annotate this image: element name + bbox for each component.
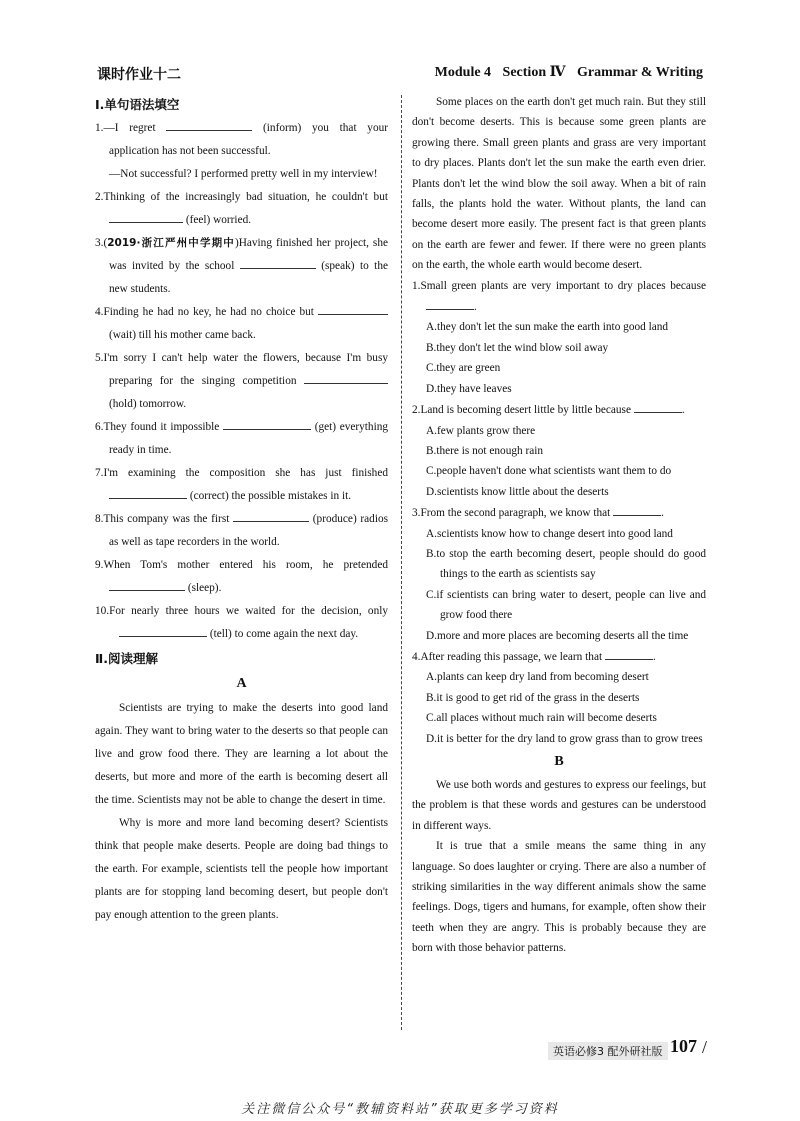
passage-b-title: B	[554, 754, 564, 769]
passage-a-paragraph-2: Why is more and more land becoming desert? Scientists think that people make deserts. People are doing bad things to the earth. For example, scientists tell the people how important plants are for stopping land becoming desert, but people don't pay enough attention to the green plants.	[95, 817, 388, 921]
q4-option-a[interactable]: A.plants can keep dry land from becoming desert	[426, 671, 649, 684]
reading-blank-2[interactable]	[634, 399, 682, 413]
passage-b-paragraph-2: It is true that a smile means the same thing in any language. So does laughter or crying. There are also a number of striking similarities in the way different animals show the same feelings. Dogs, tigers and humans, for example, often show their teeth when they are angry. This is probably because they are born with those behavior patterns.	[412, 840, 706, 955]
header-topic: Grammar & Writing	[577, 65, 703, 80]
q1-option-b[interactable]: B.they don't let the wind blow soil away	[426, 341, 609, 354]
q4-option-d[interactable]: D.it is better for the dry land to grow grass than to grow trees	[426, 732, 703, 745]
question-8: 8.This company was the first (produce) radios as well as tape recorders in the world.	[95, 508, 388, 554]
q3-option-d[interactable]: D.more and more places are becoming deserts all the time	[426, 629, 689, 642]
passage-a-paragraph-3: Some places on the earth don't get much rain. But they still don't become deserts. This is because some green plants are growing there. Small green plants and grass are very important to dry places. Plants don't let the sun make the earth even drier. Plants don't let the wind blow the soil away. When a bit of rain falls, the plants hold the water. Without plants, the land can become desert more easily. The present fact is that green plants on the earth are fewer and fewer. If there were no green plants on the earth, the whole earth would become desert.	[412, 96, 706, 272]
q2-option-c[interactable]: C.people haven't done what scientists want them to do	[426, 465, 672, 478]
question-2: 2.Thinking of the increasingly bad situation, he couldn't but (feel) worried.	[95, 191, 388, 226]
footer-note: 关注微信公众号“教辅资料站”获取更多学习资料	[241, 1102, 559, 1117]
passage-b-paragraph-1: We use both words and gestures to express our feelings, but the problem is that these words and gestures can be understood in different ways.	[412, 779, 706, 832]
q4-option-c[interactable]: C.all places without much rain will become deserts	[426, 712, 657, 725]
answer-blank-6[interactable]	[223, 416, 311, 430]
reading-question-1: 1.Small green plants are very important to dry places because .	[412, 279, 706, 314]
page-number: 107	[670, 1036, 697, 1056]
question-4: 4.Finding he had no key, he had no choice but (wait) till his mother came back.	[95, 301, 388, 347]
passage-a-title: A	[236, 676, 247, 691]
question-1-reply: —Not successful? I performed pretty well in my interview!	[109, 168, 378, 180]
q3-option-c[interactable]: C.if scientists can bring water to desert, people can live and grow food there	[426, 588, 706, 622]
answer-blank-1[interactable]	[166, 117, 252, 131]
answer-blank-9[interactable]	[109, 577, 185, 591]
question-10: 10.For nearly three hours we waited for the decision, only (tell) to come again the next day.	[95, 605, 388, 640]
question-7: 7.I'm examining the composition she has just finished (correct) the possible mistakes in it.	[95, 467, 388, 502]
page-slash: /	[702, 1037, 708, 1057]
answer-blank-10[interactable]	[119, 623, 207, 637]
q4-option-b[interactable]: B.it is good to get rid of the grass in the deserts	[426, 691, 640, 704]
reading-blank-1[interactable]	[426, 296, 474, 310]
q3-option-b[interactable]: B.to stop the earth becoming desert, people should do good things to the earth as scientists say	[426, 547, 706, 581]
answer-blank-5[interactable]	[304, 370, 388, 384]
column-divider	[401, 95, 402, 1030]
q3-option-a[interactable]: A.scientists know how to change desert into good land	[426, 527, 673, 540]
question-6: 6.They found it impossible (get) everything ready in time.	[95, 416, 388, 462]
part2-title: Ⅱ.阅读理解	[95, 651, 158, 666]
question-3: 3.(2019·浙江严州中学期中)Having finished her project, she was invited by the school (speak) to the new students.	[95, 237, 388, 295]
question-3-source: 2019·浙江严州中学期中	[107, 237, 235, 249]
answer-blank-2[interactable]	[109, 209, 183, 223]
part1-title: Ⅰ.单句语法填空	[95, 97, 180, 112]
header-module-info	[427, 64, 703, 81]
question-5: 5.I'm sorry I can't help water the flowers, because I'm busy preparing for the singing competition (hold) tomorrow.	[95, 352, 388, 410]
header-title: 课时作业十二	[97, 67, 181, 83]
q1-option-a[interactable]: A.they don't let the sun make the earth into good land	[426, 321, 669, 334]
header-section: Section Ⅳ	[502, 65, 566, 80]
reading-question-4: 4.After reading this passage, we learn that .	[412, 646, 706, 667]
passage-a-paragraph-1: Scientists are trying to make the deserts into good land again. They want to bring water to the deserts so that people can live and grow food there. They are learning a lot about the deserts, but more and more of the earth is becoming desert all the time. Scientists may not be able to change the desert in time.	[95, 702, 388, 806]
right-column	[412, 92, 706, 959]
q2-option-a[interactable]: A.few plants grow there	[426, 424, 536, 437]
answer-blank-4[interactable]	[318, 301, 388, 315]
question-9: 9.When Tom's mother entered his room, he pretended (sleep).	[95, 559, 388, 594]
reading-question-2: 2.Land is becoming desert little by little because .	[412, 399, 706, 420]
q2-option-b[interactable]: B.there is not enough rain	[426, 444, 544, 457]
q1-option-c[interactable]: C.they are green	[426, 362, 501, 375]
reading-question-3: 3.From the second paragraph, we know that .	[412, 502, 706, 523]
answer-blank-3[interactable]	[240, 255, 316, 269]
book-label: 英语必修3 配外研社版	[548, 1042, 668, 1060]
header-module: Module 4	[434, 65, 492, 80]
reading-blank-3[interactable]	[613, 502, 661, 516]
reading-blank-4[interactable]	[605, 646, 653, 660]
answer-blank-7[interactable]	[109, 485, 187, 499]
q1-option-d[interactable]: D.they have leaves	[426, 382, 512, 395]
left-column	[95, 92, 388, 927]
answer-blank-8[interactable]	[233, 508, 309, 522]
q2-option-d[interactable]: D.scientists know little about the deserts	[426, 485, 609, 498]
question-1: 1.—I regret (inform) you that your application has not been successful.	[95, 117, 388, 163]
